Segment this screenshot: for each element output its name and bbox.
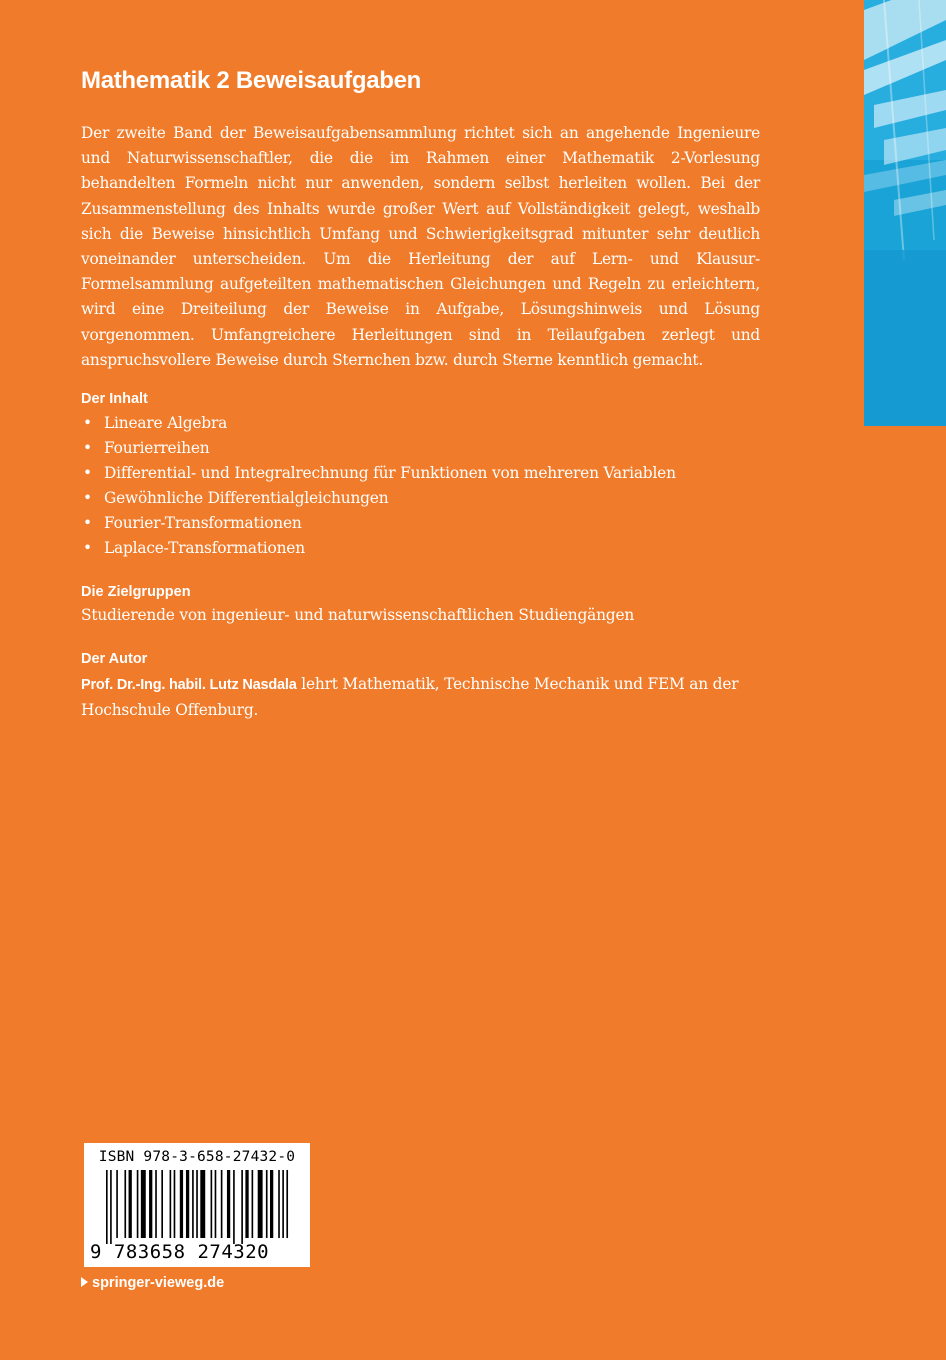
contents-item: • Gewöhnliche Differentialgleichungen — [81, 486, 676, 511]
barcode-bar — [278, 1170, 280, 1238]
architecture-photo — [864, 0, 946, 426]
barcode-bar — [141, 1170, 146, 1238]
ean-digits: 9 783658 274320 — [90, 1241, 270, 1263]
barcode-bar — [282, 1170, 284, 1238]
barcode-bar — [124, 1170, 126, 1238]
barcode-bar — [200, 1170, 205, 1238]
barcode-bar — [192, 1170, 194, 1238]
cover-photo-strip — [864, 0, 946, 426]
contents-item: • Fourier-Transformationen — [81, 511, 676, 536]
book-title: Mathematik 2 Beweisaufgaben — [81, 67, 422, 94]
publisher-url: springer-vieweg.de — [92, 1275, 225, 1291]
barcode-bar — [161, 1170, 163, 1238]
author-bio: lehrt Mathematik, Technische Mechanik und FEM an der Hochschule Offenburg. — [81, 675, 739, 719]
book-description: Der zweite Band der Beweisaufgabensammlung richtet sich an angehende Ingenieure und Naturwissenschaftler, die die im Rahmen einer Mathematik 2-Vorlesung behandelten Formeln nicht nur anwenden, sondern selbst herleiten wollen. Bei der Zusammenstellung des Inhalts wurde großer Wert auf Vollständigkeit gelegt, weshalb sich die Beweise hinsichtlich Umfang und Schwierigkeitsgrad mitunter sehr deutlich voneinander unterscheiden. Um die Herleitung der auf Lern- und Klausur-Formelsammlung aufgeteilten mathematischen Gleichungen und Regeln zu erleichtern, wird eine Dreiteilung der Beweise in Aufgabe, Lösungshinweis und Lösung vorgenommen. Umfangreichere Herleitungen sind in Teilaufgaben zerlegt und anspruchsvollere Beweise durch Sternchen bzw. durch Sterne kenntlich gemacht. — [81, 124, 760, 369]
author-name: Prof. Dr.-Ing. habil. Lutz Nasdala — [81, 677, 297, 693]
barcode-bar — [211, 1170, 213, 1238]
barcode-bar — [155, 1170, 157, 1238]
barcode-bar — [215, 1170, 217, 1238]
barcode-bar — [270, 1170, 273, 1238]
barcode-bar — [106, 1170, 108, 1244]
barcode-bar — [221, 1170, 223, 1238]
barcode-bar — [186, 1170, 189, 1238]
barcode-bar — [137, 1170, 139, 1238]
barcode-bar — [196, 1170, 198, 1238]
barcode-bar — [241, 1170, 243, 1244]
barcode-bar — [252, 1170, 254, 1238]
arrow-right-icon — [81, 1277, 88, 1287]
barcode-bar — [233, 1170, 235, 1244]
barcode-bar — [266, 1170, 268, 1238]
isbn-label: ISBN 978-3-658-27432-0 — [98, 1149, 296, 1165]
publisher-link[interactable] — [81, 1273, 224, 1293]
author-paragraph — [81, 672, 771, 723]
barcode-bar — [170, 1170, 172, 1238]
contents-heading: Der Inhalt — [81, 391, 148, 407]
barcode-bar — [245, 1170, 248, 1238]
barcode-bar — [149, 1170, 152, 1238]
barcode-bar — [110, 1170, 112, 1244]
barcode-bar — [174, 1170, 176, 1238]
contents-item: • Differential- und Integralrechnung für Funktionen von mehreren Variablen — [81, 461, 676, 486]
barcode-bar — [129, 1170, 132, 1238]
barcode-bars — [84, 1170, 310, 1244]
author-heading: Der Autor — [81, 651, 148, 667]
contents-item: • Lineare Algebra — [81, 411, 676, 436]
audience-heading: Die Zielgruppen — [81, 584, 191, 600]
contents-list — [81, 411, 676, 561]
barcode-bar — [286, 1170, 288, 1238]
contents-item: • Fourierreihen — [81, 436, 676, 461]
barcode-bar — [227, 1170, 230, 1238]
barcode-bar — [180, 1170, 183, 1238]
barcode-bar — [258, 1170, 263, 1238]
contents-item: • Laplace-Transformationen — [81, 536, 676, 561]
audience-text: Studierende von ingenieur- und naturwissenschaftlichen Studiengängen — [81, 606, 635, 624]
barcode-bar — [116, 1170, 118, 1238]
isbn-barcode — [84, 1143, 310, 1267]
